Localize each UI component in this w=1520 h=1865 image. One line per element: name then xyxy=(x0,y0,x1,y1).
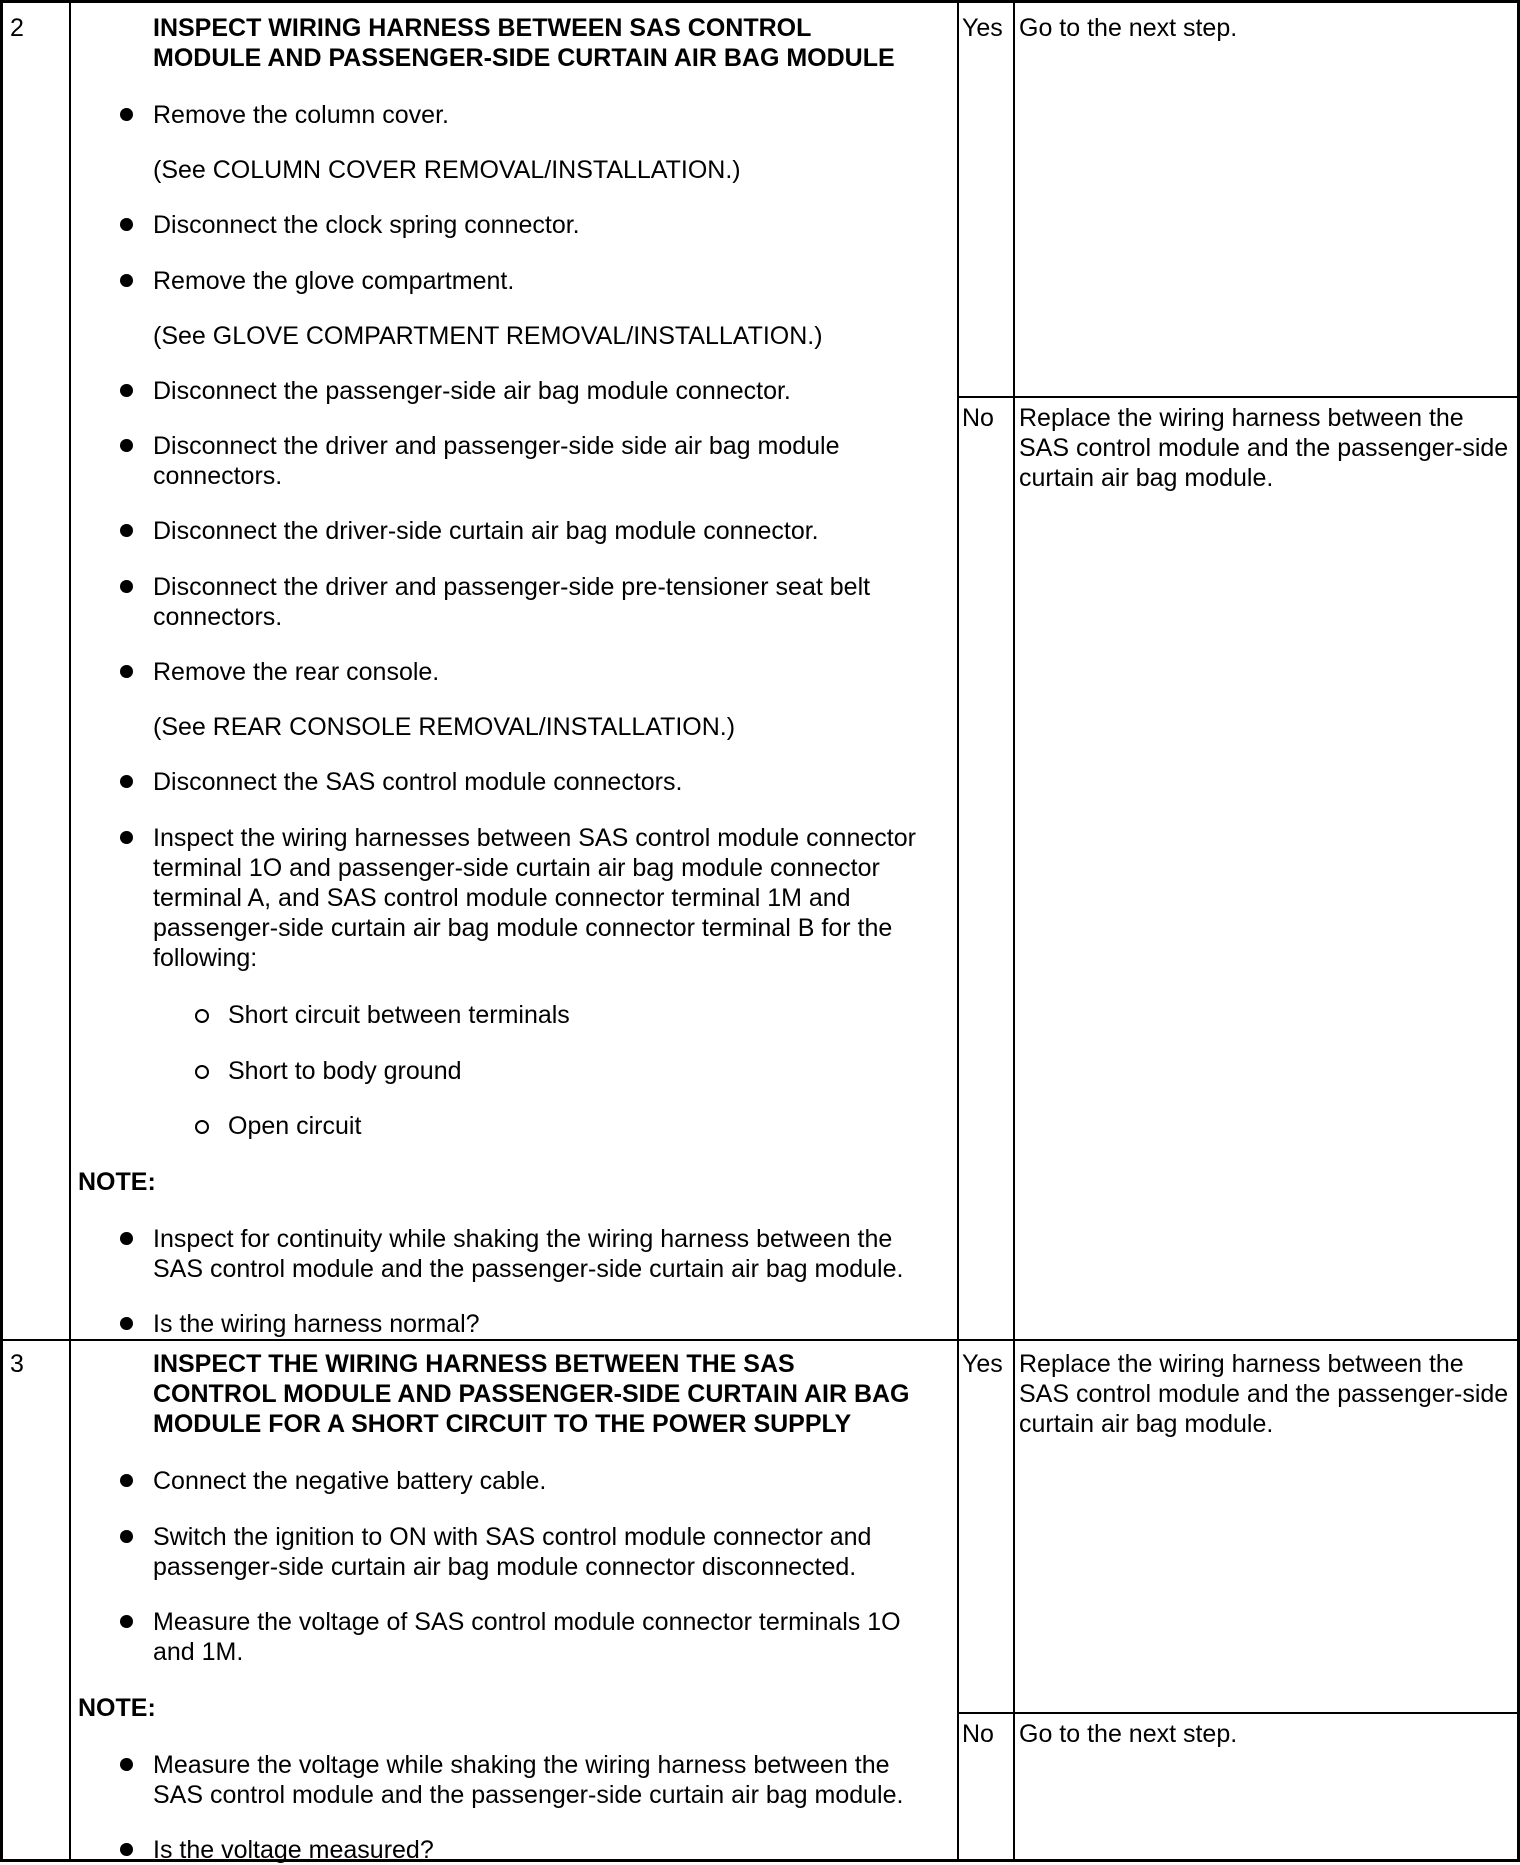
bullet-icon xyxy=(120,580,133,593)
instruction-text: connectors. xyxy=(153,603,283,631)
reference-text: (See COLUMN COVER REMOVAL/INSTALLATION.) xyxy=(153,156,741,184)
step-number: 3 xyxy=(10,1350,24,1378)
step-title-line: MODULE FOR A SHORT CIRCUIT TO THE POWER SUPPLY xyxy=(153,1410,852,1438)
step-title-line: MODULE AND PASSENGER-SIDE CURTAIN AIR BAG MODULE xyxy=(153,44,895,72)
note-text: Inspect for continuity while shaking the wiring harness between the xyxy=(153,1225,893,1253)
circle-bullet-icon xyxy=(195,1065,209,1079)
sub-item-text: Open circuit xyxy=(228,1112,362,1140)
note-label: NOTE: xyxy=(78,1168,156,1196)
no-action-line: Replace the wiring harness between the xyxy=(1019,404,1464,432)
bullet-icon xyxy=(120,108,133,121)
yes-action-line: curtain air bag module. xyxy=(1019,1410,1274,1438)
divider-step2-yes-no xyxy=(957,396,1520,398)
bullet-icon xyxy=(120,1843,133,1856)
instruction-text: Disconnect the driver and passenger-side pre-tensioner seat belt xyxy=(153,573,871,601)
instruction-text: Disconnect the SAS control module connectors. xyxy=(153,768,683,796)
yes-action-line: Replace the wiring harness between the xyxy=(1019,1350,1464,1378)
instruction-text: Disconnect the driver and passenger-side side air bag module xyxy=(153,432,840,460)
circle-bullet-icon xyxy=(195,1120,209,1134)
bullet-icon xyxy=(120,439,133,452)
divider-action-column xyxy=(957,0,959,1862)
instruction-text: Remove the column cover. xyxy=(153,101,449,129)
instruction-text: Measure the voltage of SAS control module connector terminals 1O xyxy=(153,1608,901,1636)
no-action: Go to the next step. xyxy=(1019,1720,1238,1748)
instruction-text: Disconnect the passenger-side air bag module connector. xyxy=(153,377,791,405)
bullet-icon xyxy=(120,1474,133,1487)
no-action-line: curtain air bag module. xyxy=(1019,464,1274,492)
question-text: Is the voltage measured? xyxy=(153,1836,434,1864)
circle-bullet-icon xyxy=(195,1009,209,1023)
bullet-icon xyxy=(120,524,133,537)
yes-action-line: SAS control module and the passenger-side xyxy=(1019,1380,1509,1408)
bullet-icon xyxy=(120,831,133,844)
divider-step3-yes-no xyxy=(957,1712,1520,1714)
no-label: No xyxy=(962,404,994,432)
step-number: 2 xyxy=(10,14,24,42)
bullet-icon xyxy=(120,1317,133,1330)
instruction-text: passenger-side curtain air bag module connector disconnected. xyxy=(153,1553,857,1581)
instruction-text: following: xyxy=(153,944,258,972)
instruction-text: Switch the ignition to ON with SAS control module connector and xyxy=(153,1523,872,1551)
instruction-text: passenger-side curtain air bag module connector terminal B for the xyxy=(153,914,893,942)
sub-item-text: Short circuit between terminals xyxy=(228,1001,570,1029)
sub-item-text: Short to body ground xyxy=(228,1057,462,1085)
note-label: NOTE: xyxy=(78,1694,156,1722)
instruction-text: Remove the glove compartment. xyxy=(153,267,515,295)
bullet-icon xyxy=(120,384,133,397)
bullet-icon xyxy=(120,218,133,231)
bullet-icon xyxy=(120,665,133,678)
yes-label: Yes xyxy=(962,1350,1003,1378)
instruction-text: connectors. xyxy=(153,462,283,490)
bullet-icon xyxy=(120,274,133,287)
no-label: No xyxy=(962,1720,994,1748)
divider-step-rows xyxy=(0,1339,1520,1341)
instruction-text: Inspect the wiring harnesses between SAS control module connector xyxy=(153,824,916,852)
bullet-icon xyxy=(120,1530,133,1543)
step-title-line: CONTROL MODULE AND PASSENGER-SIDE CURTAIN AIR BAG xyxy=(153,1380,910,1408)
divider-result-column xyxy=(1013,0,1015,1862)
bullet-icon xyxy=(120,1232,133,1245)
reference-text: (See GLOVE COMPARTMENT REMOVAL/INSTALLATION.) xyxy=(153,322,823,350)
border-top xyxy=(0,0,1520,3)
yes-action: Go to the next step. xyxy=(1019,14,1238,42)
question-text: Is the wiring harness normal? xyxy=(153,1310,480,1338)
note-text: SAS control module and the passenger-side curtain air bag module. xyxy=(153,1255,904,1283)
instruction-text: Remove the rear console. xyxy=(153,658,440,686)
note-text: Measure the voltage while shaking the wiring harness between the xyxy=(153,1751,890,1779)
instruction-text: Disconnect the driver-side curtain air bag module connector. xyxy=(153,517,819,545)
instruction-text: terminal 1O and passenger-side curtain air bag module connector xyxy=(153,854,880,882)
instruction-text: Disconnect the clock spring connector. xyxy=(153,211,580,239)
no-action-line: SAS control module and the passenger-side xyxy=(1019,434,1509,462)
bullet-icon xyxy=(120,775,133,788)
yes-label: Yes xyxy=(962,14,1003,42)
divider-number-column xyxy=(69,0,71,1862)
instruction-text: and 1M. xyxy=(153,1638,244,1666)
bullet-icon xyxy=(120,1758,133,1771)
step-title-line: INSPECT WIRING HARNESS BETWEEN SAS CONTROL xyxy=(153,14,812,42)
reference-text: (See REAR CONSOLE REMOVAL/INSTALLATION.) xyxy=(153,713,736,741)
step-title-line: INSPECT THE WIRING HARNESS BETWEEN THE SAS xyxy=(153,1350,795,1378)
note-text: SAS control module and the passenger-side curtain air bag module. xyxy=(153,1781,904,1809)
instruction-text: terminal A, and SAS control module connector terminal 1M and xyxy=(153,884,851,912)
bullet-icon xyxy=(120,1615,133,1628)
instruction-text: Connect the negative battery cable. xyxy=(153,1467,547,1495)
border-left xyxy=(0,0,3,1862)
